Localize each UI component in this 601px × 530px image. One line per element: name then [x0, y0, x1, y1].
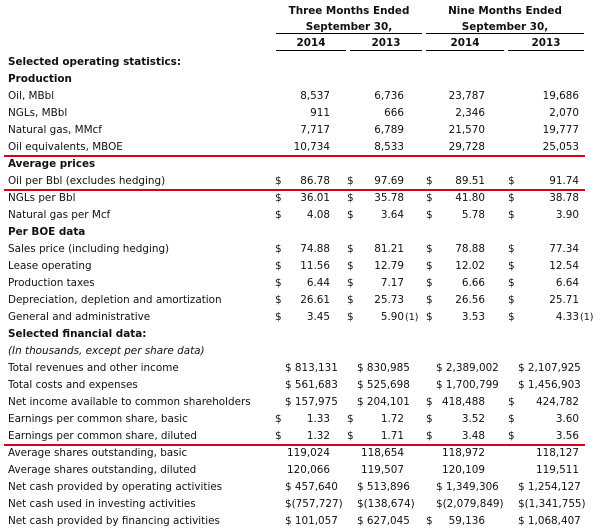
- currency-symbol: $: [347, 430, 354, 442]
- value-cell: $ 1,456,903: [518, 379, 581, 391]
- currency-symbol: $: [347, 260, 354, 272]
- value-cell: 59,136: [448, 515, 485, 527]
- value-cell: 81.21: [374, 243, 404, 255]
- value-cell: 41.80: [455, 192, 485, 204]
- value-cell: $ 525,698: [357, 379, 410, 391]
- row-label: Total costs and expenses: [8, 379, 138, 391]
- value-cell: 424,782: [536, 396, 579, 408]
- footnote-marker: (1): [405, 312, 419, 323]
- currency-symbol: $: [508, 243, 515, 255]
- section-heading: Average prices: [8, 158, 96, 170]
- currency-symbol: $: [275, 175, 282, 187]
- table-row: [0, 207, 601, 224]
- currency-symbol: $: [275, 430, 282, 442]
- table-row: [0, 292, 601, 309]
- value-cell: 91.74: [549, 175, 579, 187]
- value-cell: 3.64: [380, 209, 404, 221]
- value-cell: 25.71: [549, 294, 579, 306]
- table-row: [0, 173, 601, 190]
- nine-months-rule: [426, 33, 584, 34]
- value-cell: 23,787: [448, 90, 485, 102]
- table-row: [0, 156, 601, 173]
- table-row: [0, 462, 601, 479]
- value-cell: $ 1,068,407: [518, 515, 581, 527]
- table-row: [0, 360, 601, 377]
- value-cell: $(2,079,849): [436, 498, 504, 510]
- currency-symbol: $: [347, 209, 354, 221]
- value-cell: 3.56: [555, 430, 579, 442]
- value-cell: 12.79: [374, 260, 404, 272]
- value-cell: 4.33: [555, 311, 579, 323]
- value-cell: $ 1,700,799: [436, 379, 499, 391]
- value-cell: 6.66: [461, 277, 485, 289]
- currency-symbol: $: [347, 277, 354, 289]
- row-label: Sales price (including hedging): [8, 243, 170, 255]
- value-cell: $ 2,389,002: [436, 362, 499, 374]
- currency-symbol: $: [508, 430, 515, 442]
- value-cell: $ 1,254,127: [518, 481, 581, 493]
- currency-symbol: $: [426, 175, 433, 187]
- value-cell: 5.90: [380, 311, 404, 323]
- value-cell: 38.78: [549, 192, 579, 204]
- currency-symbol: $: [426, 396, 433, 408]
- row-label: Production taxes: [8, 277, 95, 289]
- row-label: Oil, MBbl: [8, 90, 55, 102]
- year-header-2: 2013: [350, 36, 422, 51]
- row-label: Earnings per common share, diluted: [8, 430, 197, 442]
- value-cell: $ 157,975: [285, 396, 338, 408]
- section-heading: Production: [8, 73, 72, 85]
- currency-symbol: $: [426, 515, 433, 527]
- currency-symbol: $: [426, 311, 433, 323]
- value-cell: 19,777: [542, 124, 579, 136]
- value-cell: 118,127: [536, 447, 579, 459]
- value-cell: 2,070: [549, 107, 579, 119]
- table-row: [0, 275, 601, 292]
- value-cell: 3.53: [461, 311, 485, 323]
- row-label: Earnings per common share, basic: [8, 413, 188, 425]
- currency-symbol: $: [508, 413, 515, 425]
- value-cell: 36.01: [300, 192, 330, 204]
- value-cell: 120,066: [287, 464, 330, 476]
- table-row: [0, 88, 601, 105]
- value-cell: 12.02: [455, 260, 485, 272]
- currency-symbol: $: [508, 209, 515, 221]
- value-cell: 3.60: [555, 413, 579, 425]
- currency-symbol: $: [508, 311, 515, 323]
- currency-symbol: $: [426, 243, 433, 255]
- value-cell: 26.56: [455, 294, 485, 306]
- currency-symbol: $: [508, 294, 515, 306]
- currency-symbol: $: [347, 192, 354, 204]
- row-label: Oil equivalents, MBOE: [8, 141, 123, 153]
- table-row: [0, 190, 601, 207]
- value-cell: 3.90: [555, 209, 579, 221]
- table-row: [0, 479, 601, 496]
- currency-symbol: $: [508, 396, 515, 408]
- value-cell: 118,972: [442, 447, 485, 459]
- currency-symbol: $: [347, 294, 354, 306]
- value-cell: $ 204,101: [357, 396, 410, 408]
- currency-symbol: $: [347, 311, 354, 323]
- row-label: Net cash used in investing activities: [8, 498, 196, 510]
- row-label: Depreciation, depletion and amortization: [8, 294, 222, 306]
- currency-symbol: $: [508, 260, 515, 272]
- year-header-4: 2013: [508, 36, 584, 51]
- value-cell: 120,109: [442, 464, 485, 476]
- currency-symbol: $: [426, 413, 433, 425]
- table-row: [0, 377, 601, 394]
- table-row: [0, 513, 601, 530]
- value-cell: 26.61: [300, 294, 330, 306]
- currency-symbol: $: [426, 260, 433, 272]
- section-heading: Selected operating statistics:: [8, 56, 182, 68]
- value-cell: 418,488: [442, 396, 485, 408]
- nine-months-title: Nine Months Ended: [448, 5, 562, 17]
- table-row: [0, 411, 601, 428]
- value-cell: 25.73: [374, 294, 404, 306]
- value-cell: 911: [310, 107, 330, 119]
- value-cell: 19,686: [542, 90, 579, 102]
- value-cell: 666: [384, 107, 404, 119]
- section-heading: Per BOE data: [8, 226, 86, 238]
- table-row: [0, 394, 601, 411]
- nine-months-subtitle: September 30,: [461, 21, 549, 33]
- value-cell: 35.78: [374, 192, 404, 204]
- value-cell: $(138,674): [357, 498, 415, 510]
- value-cell: $ 561,683: [285, 379, 338, 391]
- value-cell: 119,511: [536, 464, 579, 476]
- value-cell: 2,346: [455, 107, 485, 119]
- value-cell: 5.78: [461, 209, 485, 221]
- value-cell: 21,570: [448, 124, 485, 136]
- value-cell: 119,507: [361, 464, 404, 476]
- value-cell: 6,789: [374, 124, 404, 136]
- value-cell: $ 830,985: [357, 362, 410, 374]
- nine-months-header: [426, 3, 584, 35]
- row-label: Natural gas per Mcf: [8, 209, 111, 221]
- row-label: Total revenues and other income: [8, 362, 179, 374]
- row-label: Average shares outstanding, basic: [8, 447, 188, 459]
- section-heading: Selected financial data:: [8, 328, 147, 340]
- three-months-title: Three Months Ended: [288, 5, 410, 17]
- value-cell: $ 457,640: [285, 481, 338, 493]
- units-note: (In thousands, except per share data): [8, 345, 205, 357]
- value-cell: 7,717: [300, 124, 330, 136]
- value-cell: 77.34: [549, 243, 579, 255]
- footnote-marker: (1): [580, 312, 594, 323]
- currency-symbol: $: [426, 294, 433, 306]
- currency-symbol: $: [508, 277, 515, 289]
- value-cell: 3.48: [461, 430, 485, 442]
- value-cell: 12.54: [549, 260, 579, 272]
- row-label: Average shares outstanding, diluted: [8, 464, 197, 476]
- value-cell: 118,654: [361, 447, 404, 459]
- value-cell: 78.88: [455, 243, 485, 255]
- value-cell: 1.71: [380, 430, 404, 442]
- value-cell: 6,736: [374, 90, 404, 102]
- currency-symbol: $: [426, 430, 433, 442]
- table-row: [0, 241, 601, 258]
- value-cell: 10,734: [293, 141, 330, 153]
- row-label: Net cash provided by operating activities: [8, 481, 223, 493]
- row-label: NGLs, MBbl: [8, 107, 68, 119]
- currency-symbol: $: [275, 209, 282, 221]
- value-cell: 119,024: [287, 447, 330, 459]
- currency-symbol: $: [275, 294, 282, 306]
- value-cell: 86.78: [300, 175, 330, 187]
- value-cell: $ 1,349,306: [436, 481, 499, 493]
- value-cell: 6.44: [306, 277, 330, 289]
- value-cell: 3.52: [461, 413, 485, 425]
- value-cell: $(757,727): [285, 498, 343, 510]
- currency-symbol: $: [508, 175, 515, 187]
- value-cell: 6.64: [555, 277, 579, 289]
- row-label: Oil per Bbl (excludes hedging): [8, 175, 166, 187]
- table-row: [0, 428, 601, 445]
- table-row: [0, 71, 601, 88]
- currency-symbol: $: [275, 413, 282, 425]
- currency-symbol: $: [347, 175, 354, 187]
- table-row: [0, 496, 601, 513]
- three-months-header: [276, 3, 422, 35]
- table-row: [0, 326, 601, 343]
- value-cell: 89.51: [455, 175, 485, 187]
- value-cell: 7.17: [380, 277, 404, 289]
- currency-symbol: $: [347, 243, 354, 255]
- value-cell: $ 101,057: [285, 515, 338, 527]
- currency-symbol: $: [347, 413, 354, 425]
- value-cell: $ 2,107,925: [518, 362, 581, 374]
- table-row: [0, 343, 601, 360]
- value-cell: 1.72: [380, 413, 404, 425]
- value-cell: 25,053: [542, 141, 579, 153]
- table-row: [0, 54, 601, 71]
- table-row: [0, 258, 601, 275]
- table-row: [0, 309, 601, 326]
- table-row: [0, 224, 601, 241]
- currency-symbol: $: [275, 277, 282, 289]
- currency-symbol: $: [426, 209, 433, 221]
- currency-symbol: $: [275, 192, 282, 204]
- value-cell: $ 513,896: [357, 481, 410, 493]
- currency-symbol: $: [275, 311, 282, 323]
- three-months-rule: [276, 33, 422, 34]
- value-cell: 74.88: [300, 243, 330, 255]
- value-cell: 1.32: [306, 430, 330, 442]
- row-label: NGLs per Bbl: [8, 192, 76, 204]
- value-cell: $(1,341,755): [518, 498, 586, 510]
- year-header-1: 2014: [276, 36, 346, 51]
- value-cell: $ 813,131: [285, 362, 338, 374]
- row-label: Net cash provided by financing activities: [8, 515, 220, 527]
- value-cell: 3.45: [306, 311, 330, 323]
- value-cell: 11.56: [300, 260, 330, 272]
- currency-symbol: $: [275, 243, 282, 255]
- row-label: Natural gas, MMcf: [8, 124, 102, 136]
- value-cell: 8,537: [300, 90, 330, 102]
- currency-symbol: $: [508, 192, 515, 204]
- table-row: [0, 122, 601, 139]
- value-cell: 97.69: [374, 175, 404, 187]
- value-cell: 1.33: [306, 413, 330, 425]
- value-cell: $ 627,045: [357, 515, 410, 527]
- row-label: General and administrative: [8, 311, 151, 323]
- currency-symbol: $: [426, 192, 433, 204]
- value-cell: 8,533: [374, 141, 404, 153]
- row-label: Net income available to common shareholders: [8, 396, 251, 408]
- value-cell: 4.08: [306, 209, 330, 221]
- value-cell: 29,728: [448, 141, 485, 153]
- table-row: [0, 139, 601, 156]
- currency-symbol: $: [275, 260, 282, 272]
- table-row: [0, 105, 601, 122]
- row-label: Lease operating: [8, 260, 92, 272]
- year-header-3: 2014: [426, 36, 504, 51]
- currency-symbol: $: [426, 277, 433, 289]
- table-row: [0, 445, 601, 462]
- three-months-subtitle: September 30,: [305, 21, 393, 33]
